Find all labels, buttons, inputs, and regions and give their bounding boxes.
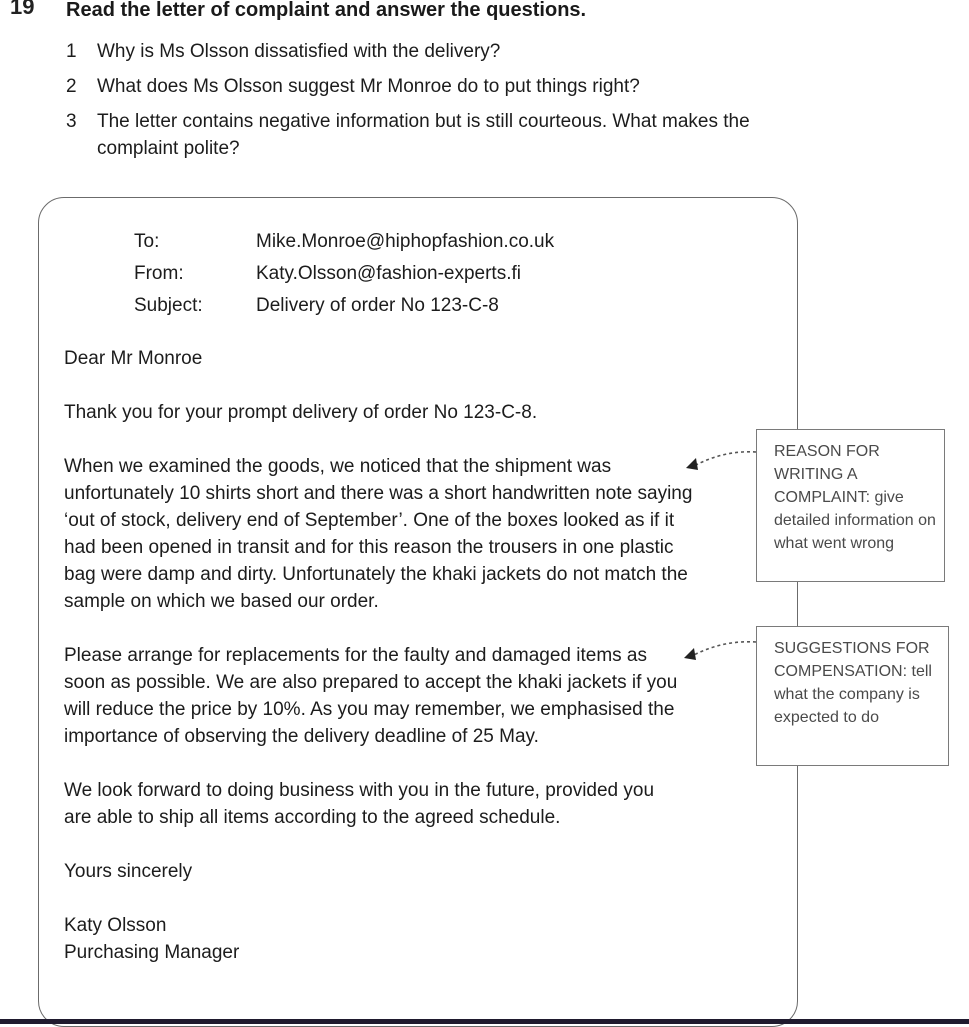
paragraph-closing: We look forward to doing business with you in the future, provided you are able to ship all items according to the agreed schedule. <box>64 780 655 828</box>
paragraph-problems: When we examined the goods, we noticed that the shipment was unfortunately 10 shirts short and there was a short handwritten note saying ‘out of stock, delivery end of September’. One of the boxes looked as if it had been opened in transit and for this reason the trousers in one plastic bag were damp and dirty. Unfortunately the khaki jackets do not match the sample on which we based our order. <box>64 456 693 612</box>
from-value: Katy.Olsson@fashion-experts.fi <box>256 263 521 284</box>
question-text: Why is Ms Olsson dissatisfied with the delivery? <box>97 41 501 62</box>
to-label: To: <box>134 231 160 252</box>
subject-row <box>134 290 554 322</box>
subject-label: Subject: <box>134 295 203 316</box>
annotation-arrow-2 <box>676 636 760 666</box>
signature-name: Katy Olsson <box>64 915 167 936</box>
to-value: Mike.Monroe@hiphopfashion.co.uk <box>256 231 555 252</box>
paragraph-requests: Please arrange for replacements for the faulty and damaged items as soon as possible. We are also prepared to accept the khaki jackets if you will reduce the price by 10%. As you may remember, we emphasised the importance of observing the delivery deadline of 25 May. <box>64 645 678 747</box>
question-item <box>66 73 786 100</box>
letter-body <box>64 345 704 966</box>
question-item <box>66 108 786 162</box>
signature-title: Purchasing Manager <box>64 942 240 963</box>
question-number: 2 <box>66 76 77 97</box>
question-number: 3 <box>66 111 77 132</box>
bottom-edge-bar <box>0 1019 969 1024</box>
question-item <box>66 38 786 65</box>
annotation-compensation: SUGGESTIONS FOR COMPENSATION: tell what the company is expected to do <box>756 626 949 766</box>
salutation: Dear Mr Monroe <box>64 348 203 369</box>
email-header <box>134 226 554 322</box>
question-text: What does Ms Olsson suggest Mr Monroe do to put things right? <box>97 76 640 97</box>
to-row <box>134 226 554 258</box>
exercise-number: 19 <box>10 0 35 19</box>
from-label: From: <box>134 263 184 284</box>
complimentary-close: Yours sincerely <box>64 861 193 882</box>
annotation-reason: REASON FOR WRITING A COMPLAINT: give detailed information on what went wrong <box>756 429 945 582</box>
paragraph-thanks: Thank you for your prompt delivery of order No 123-C-8. <box>64 402 538 423</box>
question-list <box>66 38 786 170</box>
from-row <box>134 258 554 290</box>
subject-value: Delivery of order No 123-C-8 <box>256 295 499 316</box>
question-number: 1 <box>66 41 77 62</box>
annotation-arrow-1 <box>680 446 760 476</box>
question-text: The letter contains negative information but is still courteous. What makes the complaint polite? <box>97 111 750 159</box>
exercise-title: Read the letter of complaint and answer the questions. <box>66 0 587 21</box>
